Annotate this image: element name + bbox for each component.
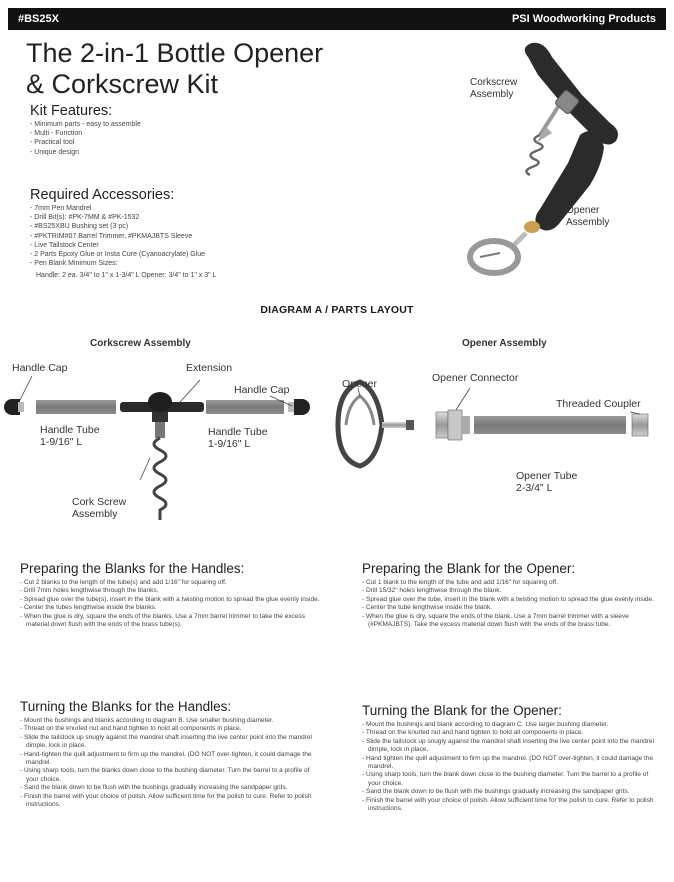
list-item: - Live Tailstock Center <box>30 241 330 250</box>
handle-tube-label-line: Handle Tube <box>208 426 268 438</box>
list-item: - When the glue is dry, square the ends of the blanks. Use a 7mm barrel trimmer to take the excess material down flush with the ends of the brass tube(s). <box>20 613 320 630</box>
turn-handles-section <box>20 698 320 809</box>
list-item: - #PKTRIM#07 Barrel Trimmer, #PKMAJBTS Sleeve <box>30 232 330 241</box>
list-item: - Minimum parts - easy to assemble <box>30 120 290 129</box>
corkscrew-assembly-label <box>470 77 517 101</box>
corkscrew-label-line: Corkscrew <box>470 77 518 88</box>
handle-tube-left-part <box>36 400 116 414</box>
list-item: - Center the tubes lengthwise inside the blanks. <box>20 604 320 612</box>
opener-connector-part <box>436 410 470 440</box>
prep-handles-heading: Preparing the Blanks for the Handles: <box>20 561 245 576</box>
list-item: - Finish the barrel with your choice of polish. Allow sufficient time for the polish to cure. Refer to polish instructions. <box>362 797 662 814</box>
handle-cap-left-label: Handle Cap <box>12 362 68 374</box>
extension-part <box>120 392 204 438</box>
turn-opener-section <box>362 702 662 813</box>
list-item: - Finish the barrel with your choice of polish. Allow sufficient time for the polish to cure. Refer to polish instructions. <box>20 793 320 810</box>
prep-opener-section <box>362 560 662 629</box>
page-title <box>26 38 386 100</box>
header-bar <box>8 8 666 30</box>
opener-connector-label: Opener Connector <box>432 372 519 384</box>
list-item: - 2 Parts Epoxy Glue or Insta Cure (Cyanoacrylate) Glue <box>30 250 330 259</box>
cork-screw-label-line: Cork Screw <box>72 496 127 508</box>
assembly-label-line: Assembly <box>470 89 514 100</box>
prep-opener-list <box>362 579 662 629</box>
list-item: - Drill 15/32" holes lengthwise through the blank. <box>362 587 662 595</box>
list-item: - When the glue is dry, square the ends of the blank. Use a 7mm barrel trimmer with a sleeve (#PKMAJBTS). Take the excess material down flush with the ends of the brass tube. <box>362 613 662 630</box>
opener-label: Opener <box>342 378 378 390</box>
handle-cap-left-part <box>4 399 24 415</box>
opener-assembly-label <box>566 205 609 229</box>
prep-opener-heading: Preparing the Blank for the Opener: <box>362 561 576 576</box>
opener-label-line: Opener <box>566 205 600 216</box>
features-list <box>30 120 290 157</box>
opener-assembly-heading: Opener Assembly <box>462 338 547 349</box>
accessories-list <box>30 204 330 268</box>
kit-features <box>30 103 290 157</box>
list-item: - Slide the tailstock up snugly against the mandrel shaft inserting the live center point into the mandrel dimple, lock in place. <box>20 734 320 751</box>
opener-tube-part <box>474 416 626 434</box>
list-item: - Unique design <box>30 148 290 157</box>
handle-tube-right-label <box>208 426 268 450</box>
list-item: - Multi - Function <box>30 129 290 138</box>
list-item: - Sand the blank down to be flush with the bushings gradually increasing the sandpaper grits. <box>362 788 662 796</box>
list-item: - Drill 7mm holes lengthwise through the blanks. <box>20 587 320 595</box>
list-item: - Using sharp tools, turn the blanks down close to the bushing diameter. Turn the barrel to a profile of your choice. <box>20 767 320 784</box>
opener-assembly-image <box>470 131 604 273</box>
prep-handles-section <box>20 560 320 629</box>
brand-label: PSI Woodworking Products <box>511 13 656 25</box>
opener-tube-length-line: 2-3/4" L <box>516 482 553 494</box>
list-item: - Mount the bushings and blanks according to diagram B. Use smaller bushing diameter. <box>20 717 320 725</box>
list-item: - Spread glue over the tube(s), insert in the blank with a twisting motion to spread the glue evenly inside. <box>20 596 320 604</box>
turn-opener-heading: Turning the Blank for the Opener: <box>362 703 562 718</box>
turn-opener-list <box>362 721 662 813</box>
title-line-2: & Corkscrew Kit <box>26 69 219 99</box>
turn-handles-list <box>20 717 320 809</box>
list-item: - Hand-tighten the quill adjustment to firm up the mandrel. (DO NOT over-tighten, it could damage the mandrel. <box>20 751 320 768</box>
list-item: - Hand tighten the quill adjustment to firm up the mandrel. (DO NOT over-tighten, it could damage the mandrel. <box>362 755 662 772</box>
sku-label: #BS25X <box>18 13 59 25</box>
prep-handles-list <box>20 579 320 629</box>
assembly-label-line: Assembly <box>72 508 118 520</box>
list-item: - Thread on the knurled nut and hand tighten to hold all components in place. <box>362 729 662 737</box>
list-item: - Pen Blank Minimum Sizes: <box>30 259 330 268</box>
handle-tube-label-line: Handle Tube <box>40 424 100 436</box>
list-item: - Thread on the knurled nut and hand tighten to hold all components in place. <box>20 725 320 733</box>
threaded-coupler-label: Threaded Coupler <box>556 398 641 410</box>
list-item: - 7mm Pen Mandrel <box>30 204 330 213</box>
required-accessories <box>30 187 330 279</box>
opener-tube-label-line: Opener Tube <box>516 470 578 482</box>
diagram-title: DIAGRAM A / PARTS LAYOUT <box>260 304 414 316</box>
assembly-label-line: Assembly <box>566 217 610 228</box>
list-item: - Cut 1 blank to the length of the tube and add 1/16" for squaring off. <box>362 579 662 587</box>
parts-layout-diagram <box>0 330 674 540</box>
list-item: - Drill Bit(s): #PK-7MM & #PK-1532 <box>30 213 330 222</box>
list-item: - Sand the blank down to be flush with the bushings gradually increasing the sandpaper grits. <box>20 784 320 792</box>
cork-screw-label <box>72 496 126 520</box>
accessories-heading: Required Accessories: <box>30 187 175 203</box>
handle-cap-right-part <box>288 399 310 415</box>
turn-handles-heading: Turning the Blanks for the Handles: <box>20 699 232 714</box>
handle-cap-right-label: Handle Cap <box>234 384 290 396</box>
cork-screw-part <box>154 438 166 520</box>
title-line-1: The 2-in-1 Bottle Opener <box>26 38 324 68</box>
list-item: - Using sharp tools, turn the blank down close to the bushing diameter. Turn the barrel to a profile of your choice. <box>362 771 662 788</box>
list-item: - Slide the tailstock up snugly against the mandrel shaft inserting the live center point into the mandrel dimple, lock in place. <box>362 738 662 755</box>
opener-tube-label <box>516 470 577 494</box>
extension-label: Extension <box>186 362 233 374</box>
corkscrew-assembly-heading: Corkscrew Assembly <box>90 338 191 349</box>
product-illustration <box>440 35 660 310</box>
blank-sizes-line: Handle: 2 ea. 3/4" to 1" x 1-3/4" L Opener: 3/4" to 1" x 3" L <box>36 272 217 280</box>
list-item: - Center the tube lengthwise inside the blank. <box>362 604 662 612</box>
list-item: - Practical tool <box>30 138 290 147</box>
handle-tube-length-line: 1-9/16" L <box>208 438 251 450</box>
list-item: - Cut 2 blanks to the length of the tube(s) and add 1/16" for squaring off. <box>20 579 320 587</box>
threaded-coupler-part <box>632 414 648 436</box>
handle-tube-right-part <box>206 400 284 414</box>
list-item: - Mount the bushings and blank according to diagram C. Use larger bushing diameter. <box>362 721 662 729</box>
list-item: - Spread glue over the tube, insert in the blank with a twisting motion to spread the glue evenly inside. <box>362 596 662 604</box>
features-heading: Kit Features: <box>30 103 113 119</box>
opener-part <box>338 382 414 466</box>
handle-tube-left-label <box>40 424 100 448</box>
handle-tube-length-line: 1-9/16" L <box>40 436 83 448</box>
list-item: - #BS25XBU Bushing set (3 pc) <box>30 222 330 231</box>
